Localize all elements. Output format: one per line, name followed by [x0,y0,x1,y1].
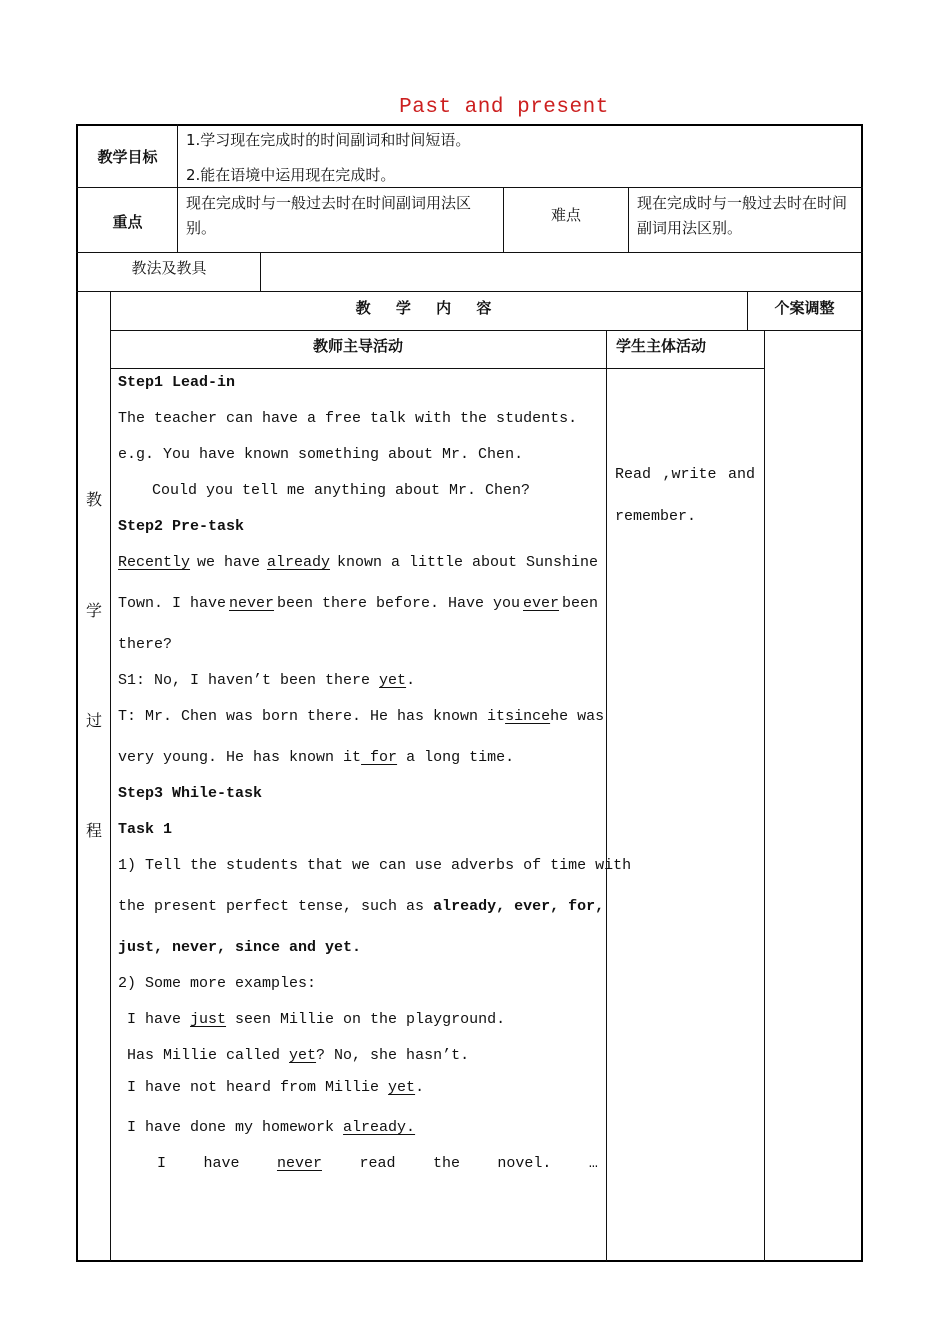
text-segment: I have [127,1011,191,1028]
student-word: and [727,466,755,483]
difficult-text: 现在完成时与一般过去时在时间副词用法区别。 [637,194,848,237]
table-border-left [76,124,78,1262]
example-3 [127,1079,424,1096]
keyword-already: already [266,554,330,571]
step2-line-6 [118,749,514,766]
task1-line-3: just, never, since and yet. [118,939,362,956]
key-points-text: 现在完成时与一般过去时在时间副词用法区别。 [186,194,472,237]
text-segment: I [157,1155,167,1172]
step2-heading: Step2 Pre-task [118,518,245,535]
task1-heading: Task 1 [118,821,173,838]
example-4 [127,1119,415,1136]
student-activity-line-1 [615,466,755,483]
step2-line-5 [118,708,605,725]
keyword-never: never [229,595,275,612]
goal-item-2: 2.能在语境中运用现在完成时。 [186,166,396,184]
student-word: Read [615,466,652,483]
text-segment: novel. [497,1155,552,1172]
col-divider [628,187,629,252]
step1-line-2: e.g. You have known something about Mr. Chen. [118,446,524,463]
text-segment: I have not heard from Millie [127,1079,389,1096]
text-segment: Has Millie called [127,1047,290,1064]
text-segment: the [432,1155,460,1172]
goals-label: 教学目标 [97,148,158,166]
text-segment: have [203,1155,240,1172]
key-points-label: 重点 [112,213,143,231]
keyword-yet: yet [388,1079,416,1096]
text-segment: the present perfect tense, such as [118,898,434,915]
keyword-ever: ever [523,595,560,612]
student-word: ,write [662,466,717,483]
step2-line-4 [118,672,415,689]
example-2 [127,1047,469,1064]
text-segment: I have done my homework [127,1119,344,1136]
process-char: 教 [86,490,103,509]
keyword-already: already. [343,1119,416,1136]
keyword-since: since [505,708,551,725]
task1-line-1: 1) Tell the students that we can use adverbs of time with [118,857,632,874]
text-segment: T: Mr. Chen was born there. He has known it [118,708,506,725]
keyword-recently: Recently [118,554,191,571]
methods-label: 教法及教具 [131,259,207,277]
text-segment: been [561,595,598,612]
text-segment: known a little about Sunshine [336,554,598,571]
step1-line-3: Could you tell me anything about Mr. Chen? [152,482,531,499]
process-char: 学 [86,601,103,620]
text-segment: very young. He has known it [118,749,362,766]
text-segment: we have [196,554,260,571]
task1-line-2 [118,898,604,915]
step1-line-1: The teacher can have a free talk with the students. [118,410,578,427]
text-segment: . [406,672,416,689]
text-segment: a long time. [397,749,515,766]
teacher-header: 教师主导活动 [312,337,403,355]
step2-line-3: there? [118,636,173,653]
text-segment: . [415,1079,425,1096]
keyword-yet: yet [289,1047,317,1064]
goal-item-1: 1.学习现在完成时的时间副词和时间短语。 [186,131,471,149]
process-char: 过 [86,711,103,730]
step2-line-2 [118,595,598,612]
text-segment: been there before. Have you [276,595,521,612]
keyword-for: for [361,749,398,766]
text-segment: S1: No, I haven’t been there [118,672,380,689]
step1-heading: Step1 Lead-in [118,374,236,391]
col-divider [764,330,765,1261]
ellipsis: … [588,1155,598,1172]
row-divider [76,252,863,253]
col-divider [177,124,178,252]
text-segment: seen Millie on the playground. [226,1011,506,1028]
text-segment: ? No, she hasn’t. [316,1047,470,1064]
adverb-list: already, ever, for, [433,898,605,915]
example-5 [157,1155,598,1172]
example-1 [127,1011,505,1028]
examples-heading: 2) Some more examples: [118,975,317,992]
step2-line-1 [118,554,598,571]
keyword-never: never [276,1155,322,1172]
keyword-yet: yet [379,672,407,689]
row-divider [110,368,764,369]
row-divider [76,291,863,292]
keyword-just: just [190,1011,227,1028]
text-segment: read [359,1155,396,1172]
col-divider [260,252,261,291]
document-title: Past and present [399,96,609,119]
content-header: 教 学 内 容 [355,299,502,317]
student-header: 学生主体活动 [616,337,707,355]
text-segment: he was [550,708,605,725]
process-char: 程 [86,821,103,840]
col-divider [606,330,607,1261]
text-segment: Town. I have [118,595,227,612]
difficult-label: 难点 [550,206,581,224]
table-border-right [861,124,863,1262]
table-border-bottom [76,1260,863,1262]
table-border-top [76,124,863,126]
row-divider [110,330,863,331]
adjust-header: 个案调整 [774,299,835,317]
step3-heading: Step3 While-task [118,785,263,802]
row-divider [76,187,863,188]
student-activity-line-2: remember. [615,508,697,525]
col-divider [110,291,111,1261]
